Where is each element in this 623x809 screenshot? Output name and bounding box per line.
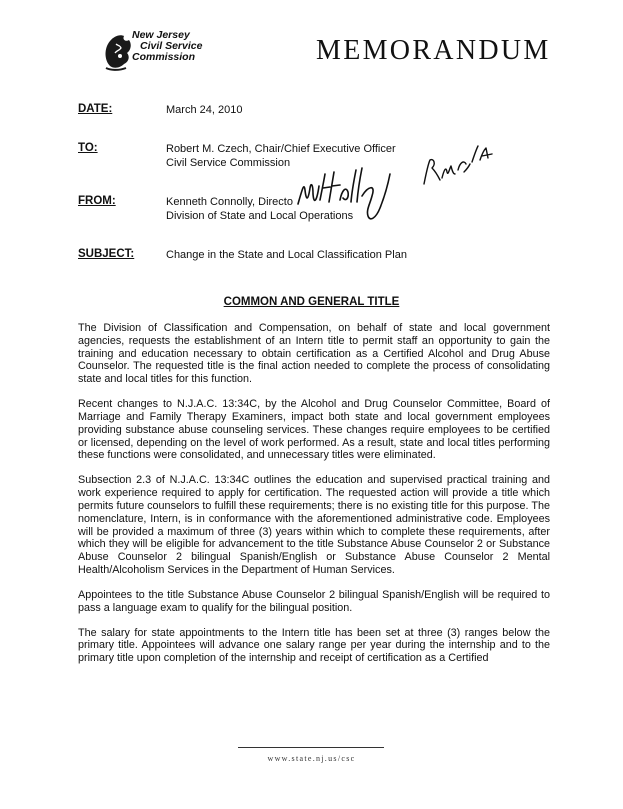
agency-line-3: Commission [132, 51, 196, 63]
from-line-2: Division of State and Local Operations [166, 210, 354, 222]
paragraph-5: The salary for state appointments to the Intern title has been set at three (3) ranges below the primary title. Appointees will advance one salary range per year during the internship and to the primary title upon completion of the internship and receipt of certification as a Certified [78, 626, 550, 665]
from-line-1: Kenneth Connolly, Directo [166, 196, 293, 208]
agency-name [132, 30, 202, 63]
paragraph-1: The Division of Classification and Compensation, on behalf of state and local government agencies, requests the establishment of an Intern title to permit staff an opportunity to gain the training and education necessary to obtain certification as a Certified Alcohol and Drug Abuse Counselor. The requested title is the final action needed to complete the process of consolidating state and local titles for this function. [78, 322, 550, 386]
footer-url: www.state.nj.us/csc [267, 754, 356, 763]
memo-title: MEMORANDUM [316, 35, 551, 66]
paragraph-2: Recent changes to N.J.A.C. 13:34C, by the Alcohol and Drug Counselor Committee, Board of Marriage and Family Therapy Examiners, impact both state and local government employees providing substance abuse counseling services. These changes require employees to be certified or licensed, depending on the level of work performed. As a result, state and local titles performing these functions were consolidated, and unnecessary titles were eliminated. [78, 398, 550, 462]
date-value: March 24, 2010 [166, 104, 243, 116]
paragraph-3: Subsection 2.3 of N.J.A.C. 13:34C outlines the education and supervised practical training and work experience required to apply for certification. The requested action will provide a title which permits future counselors to fulfill these requirements; there is no existing title for this purpose. The nomenclature, Intern, is in conformance with the aforementioned administrative code. Employees will be provided a maximum of three (3) years within which to complete these requirements, after which they will be eligible for advancement to the title Substance Abuse Counselor 2 or Substance Abuse Counselor 2 bilingual Spanish/English or Substance Abuse Counselor 2 Mental Health/Alcoholism Services in the Department of Human Services. [78, 474, 550, 576]
subject-label: SUBJECT: [78, 248, 135, 260]
to-label: TO: [78, 142, 98, 154]
section-title: COMMON AND GENERAL TITLE [223, 296, 400, 308]
to-line-2: Civil Service Commission [166, 157, 291, 169]
subject-value: Change in the State and Local Classification Plan [166, 249, 407, 261]
footer-divider [238, 747, 384, 748]
to-line-1: Robert M. Czech, Chair/Chief Executive Officer [166, 143, 396, 155]
agency-line-1: New Jersey [132, 29, 190, 41]
from-label: FROM: [78, 195, 116, 207]
date-label: DATE: [78, 103, 113, 115]
paragraph-4: Appointees to the title Substance Abuse Counselor 2 bilingual Spanish/English will be required to pass a language exam to qualify for the bilingual position. [78, 588, 550, 614]
memo-body [78, 322, 550, 677]
agency-line-2: Civil Service [140, 40, 203, 52]
handwritten-signature-icon [296, 160, 406, 224]
handwritten-initials [420, 140, 500, 188]
